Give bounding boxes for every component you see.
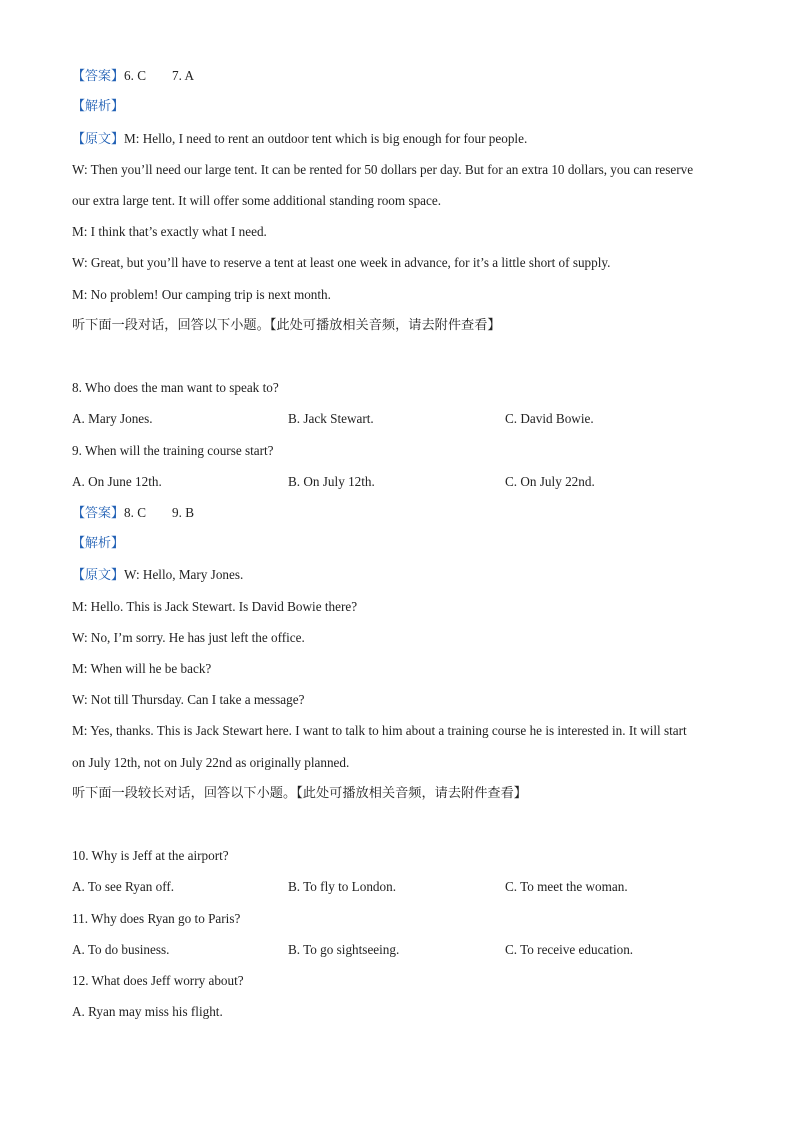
option-b: B. To go sightseeing.: [288, 942, 400, 957]
question-10: 10. Why is Jeff at the airport?: [72, 848, 229, 863]
option-c: C. To meet the woman.: [505, 879, 628, 894]
option-a: A. To do business.: [72, 942, 170, 957]
answer-7: 7. A: [172, 68, 194, 83]
transcript-line: M: No problem! Our camping trip is next month.: [72, 287, 331, 302]
answer-8: 8. C: [124, 505, 146, 520]
question-9: 9. When will the training course start?: [72, 443, 274, 458]
option-b: B. On July 12th.: [288, 474, 375, 489]
question-8: 8. Who does the man want to speak to?: [72, 380, 279, 395]
option-a: A. To see Ryan off.: [72, 879, 175, 894]
answer-6: 6. C: [124, 68, 146, 83]
transcript-line: W: No, I’m sorry. He has just left the office.: [72, 630, 305, 645]
transcript-line: [72, 130, 527, 149]
option-a: A. Mary Jones.: [72, 411, 153, 426]
answer-line-2: [72, 504, 194, 523]
transcript-line: M: Hello. This is Jack Stewart. Is David Bowie there?: [72, 599, 358, 614]
original-tag: 【原文】: [72, 568, 125, 583]
instruction-2: 听下面一段较长对话，回答以下小题。【此处可播放相关音频，请去附件查看】: [72, 786, 527, 801]
answer-tag: 【答案】: [72, 69, 125, 84]
options-12: [72, 1003, 223, 1021]
transcript-text: W: Hello, Mary Jones.: [124, 567, 244, 582]
option-c: C. David Bowie.: [505, 411, 594, 426]
analysis-tag-2: 【解析】: [72, 536, 125, 551]
options-10: [72, 878, 722, 896]
answer-tag: 【答案】: [72, 506, 125, 521]
question-12: 12. What does Jeff worry about?: [72, 973, 244, 988]
option-b: B. Jack Stewart.: [288, 411, 374, 426]
transcript-line: W: Then you’ll need our large tent. It can be rented for 50 dollars per day. But for an extra 10 dollars, you can reserve: [72, 162, 694, 177]
transcript-line: on July 12th, not on July 22nd as originally planned.: [72, 755, 350, 770]
transcript-line: M: When will he be back?: [72, 661, 212, 676]
analysis-tag-1: 【解析】: [72, 99, 125, 114]
options-8: [72, 410, 722, 428]
transcript-line: W: Not till Thursday. Can I take a message?: [72, 692, 305, 707]
instruction-1: 听下面一段对话，回答以下小题。【此处可播放相关音频，请去附件查看】: [72, 318, 501, 333]
question-11: 11. Why does Ryan go to Paris?: [72, 911, 241, 926]
option-a: A. On June 12th.: [72, 474, 162, 489]
answer-9: 9. B: [172, 505, 194, 520]
answer-line-1: [72, 67, 194, 86]
original-tag: 【原文】: [72, 132, 125, 147]
transcript-line: M: I think that’s exactly what I need.: [72, 224, 267, 239]
option-a: A. Ryan may miss his flight.: [72, 1004, 223, 1019]
option-c: C. To receive education.: [505, 942, 634, 957]
options-9: [72, 473, 722, 491]
transcript-line: W: Great, but you’ll have to reserve a tent at least one week in advance, for it’s a little short of supply.: [72, 255, 611, 270]
transcript-line: our extra large tent. It will offer some additional standing room space.: [72, 193, 442, 208]
transcript-line: M: Yes, thanks. This is Jack Stewart here. I want to talk to him about a training course he is interested in. It will start: [72, 723, 687, 738]
option-b: B. To fly to London.: [288, 879, 396, 894]
option-c: C. On July 22nd.: [505, 474, 595, 489]
transcript-line: [72, 566, 243, 585]
transcript-text: M: Hello, I need to rent an outdoor tent which is big enough for four people.: [124, 131, 528, 146]
options-11: [72, 941, 722, 959]
